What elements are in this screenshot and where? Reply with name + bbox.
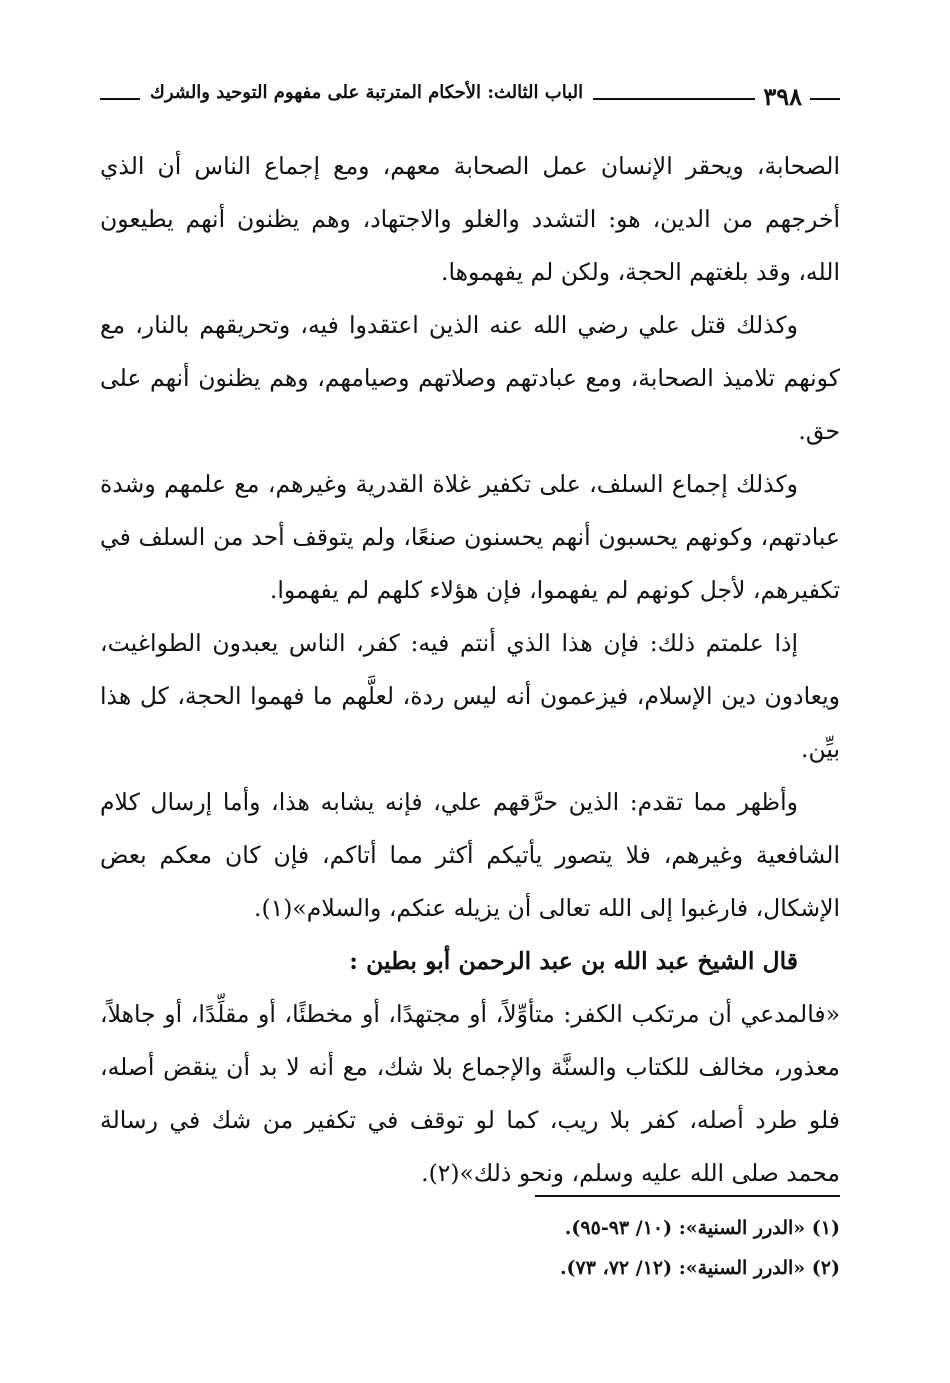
- footnote: (٢) «الدرر السنية»: (١٢/ ٧٢، ٧٣).: [559, 1257, 840, 1279]
- main-text: [100, 140, 840, 1200]
- running-header: [100, 82, 840, 116]
- paragraph: الصحابة، ويحقر الإنسان عمل الصحابة معهم، ومع إجماع الناس أن الذي أخرجهم من الدين، هو: التشدد والغلو والاجتهاد، وهم يظنون أنهم يطيعون الله، وقد بلغتهم الحجة، ولكن لم يفهموها.: [100, 152, 840, 286]
- paragraph: وأظهر مما تقدم: الذين حرَّقهم علي، فإنه يشابه هذا، وأما إرسال كلام الشافعية وغيرهم، فلا يتصور يأتيكم أكثر مما أتاكم، فإن كان معكم بعض الإشكال، فارغبوا إلى الله تعالى أن يزيله عنكم، والسلام»(١).: [100, 788, 840, 922]
- chapter-title: الباب الثالث: الأحكام المترتبة على مفهوم التوحيد والشرك: [140, 82, 593, 103]
- paragraph: وكذلك إجماع السلف، على تكفير غلاة القدرية وغيرهم، مع علمهم وشدة عبادتهم، وكونهم يحسبون أنهم يحسنون صنعًا، ولم يتوقف أحد من السلف في تكفيرهم، لأجل كونهم لم يفهموا، فإن هؤلاء كلهم لم يفهموا.: [100, 470, 840, 604]
- paragraph: وكذلك قتل علي رضي الله عنه الذين اعتقدوا فيه، وتحريقهم بالنار، مع كونهم تلاميذ الصحابة، ومع عبادتهم وصلاتهم وصيامهم، وهم يظنون أنهم على حق.: [100, 311, 840, 445]
- quote-attribution: قال الشيخ عبد الله بن عبد الرحمن أبو بطين :: [349, 947, 798, 975]
- quotation: «فالمدعي أن مرتكب الكفر: متأوِّلاً، أو مجتهدًا، أو مخطئًا، أو مقلِّدًا، أو جاهلاً، معذور، مخالف للكتاب والسنَّة والإجماع بلا شك، مع أنه لا بد أن ينقض أصله، فلو طرد أصله، كفر بلا ريب، كما لو توقف في تكفير من شك في رسالة محمد صلى الله عليه وسلم، ونحو ذلك»(٢).: [100, 1000, 840, 1187]
- footnote: (١) «الدرر السنية»: (١٠/ ٩٣-٩٥).: [564, 1217, 840, 1239]
- paragraph: إذا علمتم ذلك: فإن هذا الذي أنتم فيه: كفر، الناس يعبدون الطواغيت، ويعادون دين الإسلام، فيزعمون أنه ليس ردة، لعلَّهم ما فهموا الحجة، كل هذا بيِّن.: [100, 629, 840, 763]
- footnotes: [100, 1208, 840, 1288]
- page-number: ٣٩٨: [755, 82, 810, 111]
- footnote-divider: [535, 1195, 840, 1197]
